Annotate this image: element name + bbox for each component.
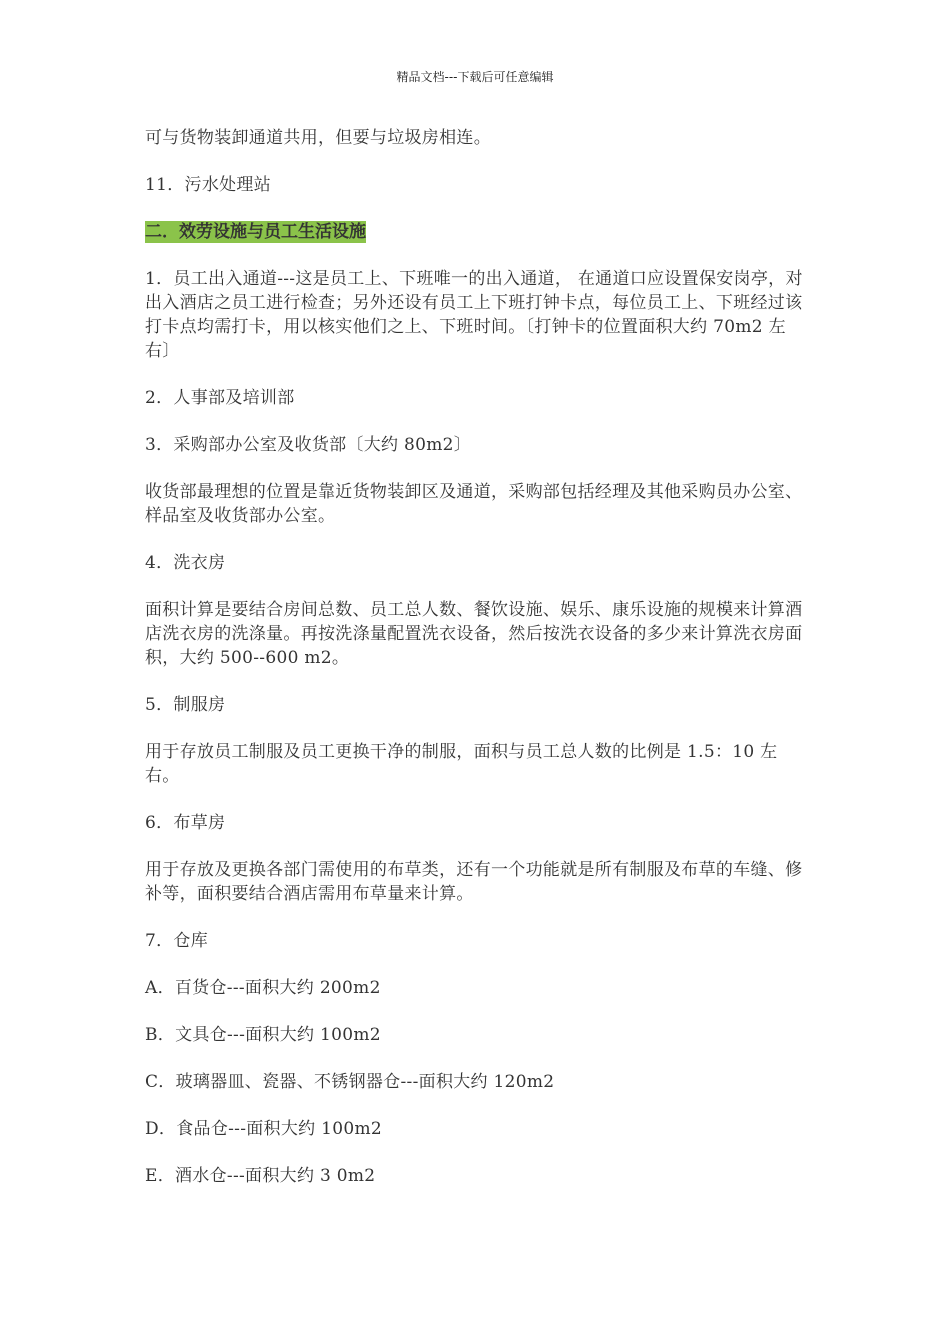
warehouse-food: D．食品仓---面积大约 100m2: [145, 1119, 383, 1139]
item-linen-room: 6．布草房: [145, 813, 226, 833]
paragraph-linen-desc: 用于存放及更换各部门需使用的布草类，还有一个功能就是所有制服及布草的车缝、修补等，面积要结合酒店需用布草量来计算。: [145, 860, 803, 904]
item-laundry: 4．洗衣房: [145, 553, 226, 573]
page-header: 精品文档---下载后可任意编辑: [396, 70, 554, 84]
paragraph-laundry-desc: 面积计算是要结合房间总数、员工总人数、餐饮设施、娱乐、康乐设施的规模来计算酒店洗衣房的洗涤量。再按洗涤量配置洗衣设备，然后按洗衣设备的多少来计算洗衣房面积，大约 500--600 m2。: [145, 600, 803, 668]
warehouse-general: A．百货仓---面积大约 200m2: [145, 978, 381, 998]
section-heading-text: 二．效劳设施与员工生活设施: [145, 222, 366, 242]
document-body: [145, 126, 810, 1211]
warehouse-glassware: C．玻璃器皿、瓷器、不锈钢器仓---面积大约 120m2: [145, 1072, 555, 1092]
item-sewage-station: 11．污水处理站: [145, 175, 272, 195]
warehouse-beverage: E．酒水仓---面积大约 3 0m2: [145, 1166, 376, 1186]
section-heading: [145, 220, 810, 244]
item-warehouse: 7．仓库: [145, 931, 209, 951]
item-hr-training: 2．人事部及培训部: [145, 388, 295, 408]
paragraph-continued: 可与货物装卸通道共用，但要与垃圾房相连。: [145, 128, 491, 148]
paragraph-uniform-desc: 用于存放员工制服及员工更换干净的制服，面积与员工总人数的比例是 1.5：10 左右。: [145, 742, 778, 786]
item-purchasing-receiving: 3．采购部办公室及收货部〔大约 80m2〕: [145, 435, 472, 455]
warehouse-stationery: B．文具仓---面积大约 100m2: [145, 1025, 381, 1045]
paragraph-receiving-desc: 收货部最理想的位置是靠近货物装卸区及通道，采购部包括经理及其他采购员办公室、样品室及收货部办公室。: [145, 482, 803, 526]
item-staff-entrance: 1．员工出入通道---这是员工上、下班唯一的出入通道， 在通道口应设置保安岗亭，对出入酒店之员工进行检查；另外还设有员工上下班打钟卡点，每位员工上、下班经过该打卡点均需打卡，用以核实他们之上、下班时间。〔打钟卡的位置面积大约 70m2 左右〕: [145, 269, 803, 361]
item-uniform-room: 5．制服房: [145, 695, 226, 715]
